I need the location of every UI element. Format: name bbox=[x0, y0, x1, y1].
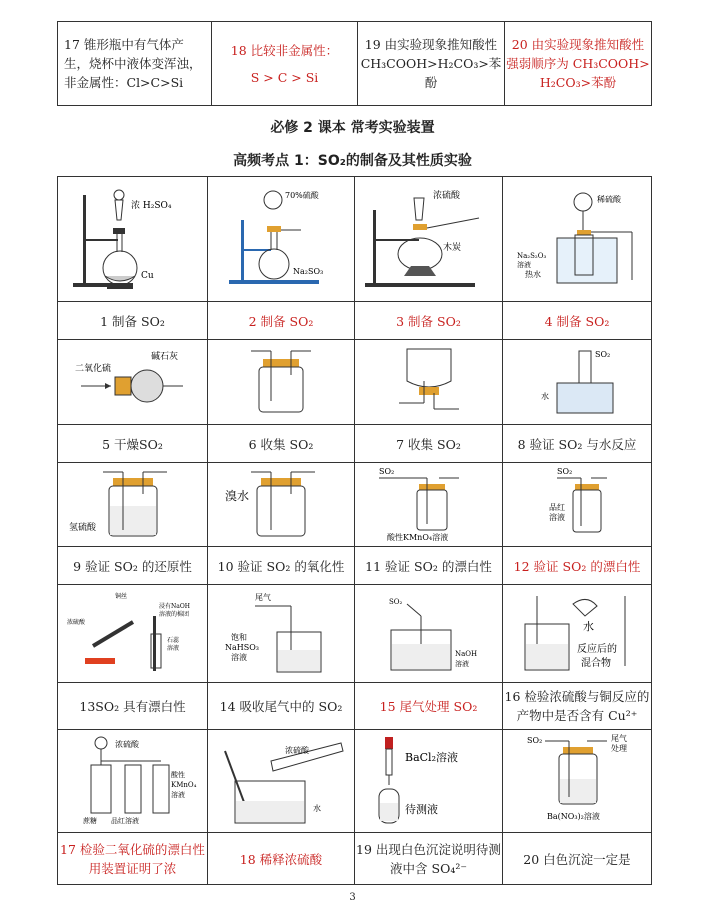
label-dilute-sulfuric: 稀硫酸 bbox=[597, 194, 621, 204]
apparatus-image-14 bbox=[208, 585, 355, 683]
label-cotton: 溶液的棉团 bbox=[158, 610, 189, 618]
label-so2: SO₂ bbox=[388, 597, 402, 606]
apparatus-image-11 bbox=[355, 463, 503, 547]
point-title: 高频考点 1：SO₂的制备及其性质实验 bbox=[233, 153, 472, 169]
label-water: 水 bbox=[541, 392, 549, 401]
label-ba-no3-solution: Ba(NO₃)₂溶液 bbox=[547, 812, 600, 821]
apparatus-image-6 bbox=[208, 340, 355, 425]
label-acid-kmno4: 酸性KMnO₄溶液 bbox=[386, 532, 448, 542]
label-sucrose: 蔗糖 bbox=[82, 817, 97, 825]
label-litmus: 石蕊 bbox=[166, 636, 179, 644]
top-table bbox=[57, 21, 652, 106]
label-solution: 溶液 bbox=[454, 659, 469, 668]
label-copper-wire: 铜丝 bbox=[114, 592, 127, 600]
caption-18: 18 稀释浓硫酸 bbox=[208, 833, 355, 885]
apparatus-image-20 bbox=[503, 730, 652, 833]
label-sulfur-dioxide: 二氧化硫 bbox=[74, 364, 111, 374]
label-na2so3: Na₂SO₃ bbox=[293, 266, 324, 276]
label-conc-sulfuric: 浓硫酸 bbox=[285, 746, 309, 755]
caption-11: 11 验证 SO₂ 的漂白性 bbox=[355, 547, 503, 585]
label-charcoal: 木炭 bbox=[442, 242, 461, 253]
caption-4: 4 制备 SO₂ bbox=[503, 302, 652, 340]
caption-13: 13SO₂ 具有漂白性 bbox=[58, 683, 208, 730]
apparatus-image-10 bbox=[208, 463, 355, 547]
apparatus-image-4 bbox=[503, 177, 652, 302]
label-conc-sulfuric: 浓硫酸 bbox=[432, 190, 460, 201]
label-conc-sulfuric: 浓硫酸 bbox=[114, 740, 139, 749]
caption-7: 7 收集 SO₂ bbox=[355, 425, 503, 463]
label-acidic: 酸性 bbox=[170, 771, 185, 779]
caption-16: 16 检验浓硫酸与铜反应的产物中是否含有 Cu²⁺ bbox=[503, 683, 652, 730]
label-so2: SO₂ bbox=[557, 466, 573, 476]
apparatus-image-12 bbox=[503, 463, 652, 547]
label-water: 水 bbox=[313, 804, 321, 813]
caption-8: 8 验证 SO₂ 与水反应 bbox=[503, 425, 652, 463]
label-70-sulfuric: 70%硫酸 bbox=[285, 190, 319, 200]
apparatus-image-17 bbox=[58, 730, 208, 833]
top-cell-18: 18 比较非金属性： S > C > Si bbox=[212, 22, 358, 106]
top-cell-20: 20 由实验现象推知酸性 强弱顺序为 CH₃COOH> H₂CO₃>苯酚 bbox=[505, 22, 652, 106]
apparatus-image-7 bbox=[355, 340, 503, 425]
apparatus-image-2 bbox=[208, 177, 355, 302]
caption-14: 14 吸收尾气中的 SO₂ bbox=[208, 683, 355, 730]
label-solution: 溶液 bbox=[517, 260, 531, 269]
section-title: 必修 2 课本 常考实验装置 bbox=[270, 120, 435, 136]
label-solution: 溶液 bbox=[166, 644, 179, 652]
label-hydrosulfuric: 氢硫酸 bbox=[68, 522, 96, 533]
label-conc-sulfuric: 浓硫酸 bbox=[66, 618, 85, 626]
caption-20: 20 白色沉淀一定是 bbox=[503, 833, 652, 885]
label-hot-water: 热水 bbox=[525, 269, 541, 279]
label-magenta: 品红 bbox=[549, 502, 565, 512]
apparatus-image-8 bbox=[503, 340, 652, 425]
label-bacl2-solution: BaCl₂溶液 bbox=[404, 751, 458, 764]
apparatus-image-16 bbox=[503, 585, 652, 683]
label-so2: SO₂ bbox=[595, 350, 611, 359]
label-magenta-solution: 品红溶液 bbox=[110, 817, 139, 825]
caption-9: 9 验证 SO₂ 的还原性 bbox=[58, 547, 208, 585]
apparatus-image-5 bbox=[58, 340, 208, 425]
top-cell-17: 17 锥形瓶中有气体产生，烧杯中液体变浑浊，非金属性：Cl>C>Si bbox=[58, 22, 212, 106]
label-solution: 溶液 bbox=[231, 652, 247, 662]
label-conc-h2so4: 浓 H₂SO₄ bbox=[130, 200, 171, 211]
label-bromine-water: 溴水 bbox=[225, 488, 250, 503]
label-kmno4: KMnO₄ bbox=[170, 781, 196, 789]
page-number: 3 bbox=[349, 892, 356, 903]
apparatus-image-9 bbox=[58, 463, 208, 547]
caption-19: 19 出现白色沉淀说明待测液中含 SO₄²⁻ bbox=[355, 833, 503, 885]
label-cu: Cu bbox=[140, 270, 154, 281]
top-cell-19: 19 由实验现象推知酸性 CH₃COOH>H₂CO₃>苯酚 bbox=[358, 22, 505, 106]
caption-10: 10 验证 SO₂ 的氧化性 bbox=[208, 547, 355, 585]
label-saturated: 饱和 bbox=[231, 632, 247, 642]
label-tail-gas: 尾气 bbox=[255, 592, 271, 602]
label-treatment: 处理 bbox=[611, 744, 627, 753]
label-soda-lime: 碱石灰 bbox=[150, 352, 178, 362]
label-na2s2o3: Na₂S₂O₃ bbox=[517, 251, 547, 260]
label-after-reaction: 反应后的 bbox=[577, 643, 617, 655]
label-tail-gas: 尾气 bbox=[611, 734, 627, 743]
apparatus-image-3 bbox=[355, 177, 503, 302]
apparatus-image-19 bbox=[355, 730, 503, 833]
caption-3: 3 制备 SO₂ bbox=[355, 302, 503, 340]
label-solution: 溶液 bbox=[170, 791, 185, 799]
apparatus-image-1 bbox=[58, 177, 208, 302]
label-test-solution: 待测液 bbox=[404, 803, 438, 816]
label-so2: SO₂ bbox=[378, 466, 394, 476]
caption-6: 6 收集 SO₂ bbox=[208, 425, 355, 463]
label-solution: 溶液 bbox=[549, 512, 565, 522]
apparatus-image-18 bbox=[208, 730, 355, 833]
label-mixture: 混合物 bbox=[581, 657, 611, 669]
label-water: 水 bbox=[583, 619, 594, 633]
label-naoh-soaked: 浸有NaOH bbox=[158, 602, 190, 610]
caption-5: 5 干燥SO₂ bbox=[58, 425, 208, 463]
caption-15: 15 尾气处理 SO₂ bbox=[355, 683, 503, 730]
label-so2: SO₂ bbox=[527, 736, 543, 745]
apparatus-grid bbox=[57, 176, 652, 885]
caption-1: 1 制备 SO₂ bbox=[58, 302, 208, 340]
caption-17: 17 检验二氧化硫的漂白性用装置证明了浓 bbox=[58, 833, 208, 885]
label-nahso3: NaHSO₃ bbox=[225, 642, 259, 652]
caption-12: 12 验证 SO₂ 的漂白性 bbox=[503, 547, 652, 585]
caption-2: 2 制备 SO₂ bbox=[208, 302, 355, 340]
label-naoh: NaOH bbox=[454, 649, 477, 658]
apparatus-image-13 bbox=[58, 585, 208, 683]
apparatus-image-15 bbox=[355, 585, 503, 683]
